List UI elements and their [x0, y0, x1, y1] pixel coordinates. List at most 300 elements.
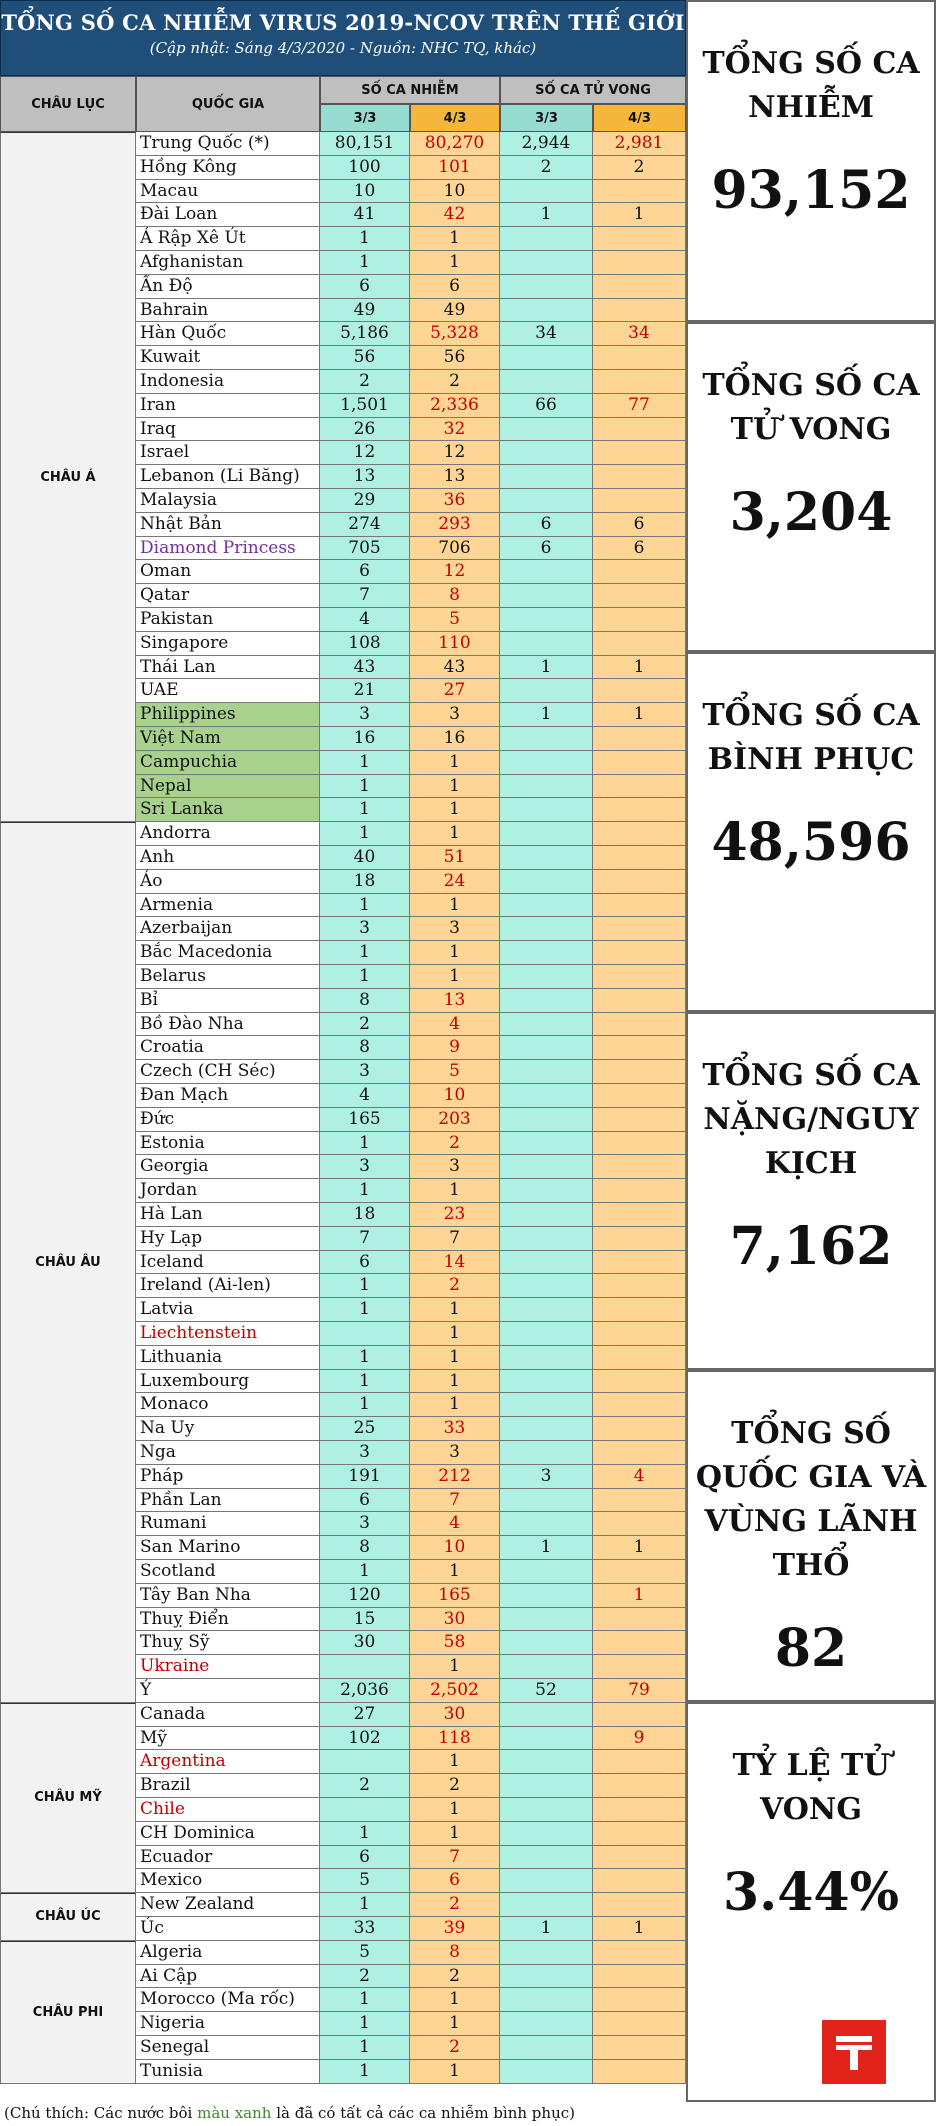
cell-ia: 12	[320, 441, 410, 465]
cell-db	[593, 941, 686, 965]
country-name: Bồ Đào Nha	[136, 1013, 320, 1037]
cell-ib: 7	[410, 1846, 500, 1870]
country-name: Sri Lanka	[136, 798, 320, 822]
cell-ia: 1	[320, 1132, 410, 1156]
cell-ia: 1	[320, 1822, 410, 1846]
cell-db: 9	[593, 1727, 686, 1751]
cell-da	[500, 917, 593, 941]
cell-ib: 9	[410, 1036, 500, 1060]
cell-da	[500, 2060, 593, 2084]
cell-da	[500, 1655, 593, 1679]
cell-db	[593, 1393, 686, 1417]
cell-ib: 80,270	[410, 132, 500, 156]
cell-ib: 2,502	[410, 1679, 500, 1703]
summary-value: 3,204	[729, 482, 893, 543]
cell-da	[500, 1798, 593, 1822]
country-name: Canada	[136, 1703, 320, 1727]
cell-ib: 10	[410, 1084, 500, 1108]
cell-ib: 7	[410, 1227, 500, 1251]
header-country: QUỐC GIA	[136, 76, 320, 132]
country-name: Macau	[136, 180, 320, 204]
summary-value: 3.44%	[722, 1862, 900, 1923]
cell-ib: 165	[410, 1584, 500, 1608]
cell-ib: 1	[410, 941, 500, 965]
cell-ia: 1	[320, 2036, 410, 2060]
cell-da	[500, 441, 593, 465]
cell-ia: 8	[320, 1036, 410, 1060]
summary-label: TỔNG SỐ QUỐC GIA VÀ VÙNG LÃNH THỔ	[695, 1416, 927, 1583]
cell-ib: 51	[410, 846, 500, 870]
cell-ia	[320, 1322, 410, 1346]
cell-ia: 1	[320, 965, 410, 989]
cell-da: 6	[500, 513, 593, 537]
country-name: Đài Loan	[136, 203, 320, 227]
cell-ia: 7	[320, 1227, 410, 1251]
cell-da	[500, 1370, 593, 1394]
summary-value: 82	[774, 1618, 848, 1679]
cell-ib: 12	[410, 441, 500, 465]
country-name: Belarus	[136, 965, 320, 989]
cell-da	[500, 370, 593, 394]
cell-db	[593, 1227, 686, 1251]
cell-db: 34	[593, 322, 686, 346]
cell-db	[593, 1298, 686, 1322]
country-name: Việt Nam	[136, 727, 320, 751]
country-name: Iraq	[136, 418, 320, 442]
cell-ib: 12	[410, 560, 500, 584]
country-name: Tây Ban Nha	[136, 1584, 320, 1608]
header-deaths-date-b: 4/3	[593, 104, 686, 132]
cell-da	[500, 679, 593, 703]
cell-ib: 1	[410, 1179, 500, 1203]
cell-ia: 27	[320, 1703, 410, 1727]
cell-db	[593, 822, 686, 846]
cell-da	[500, 1750, 593, 1774]
cell-da	[500, 1227, 593, 1251]
cell-ib: 3	[410, 703, 500, 727]
cell-ia: 1	[320, 1370, 410, 1394]
cell-da	[500, 489, 593, 513]
header-deaths-date-a: 3/3	[500, 104, 593, 132]
cell-db	[593, 370, 686, 394]
cell-ib: 5,328	[410, 322, 500, 346]
cell-ia: 1	[320, 751, 410, 775]
cell-ib: 2	[410, 1965, 500, 1989]
country-name: Azerbaijan	[136, 917, 320, 941]
cell-ib: 2	[410, 1274, 500, 1298]
cell-db	[593, 2060, 686, 2084]
cell-ib: 42	[410, 203, 500, 227]
cell-ib: 212	[410, 1465, 500, 1489]
cell-ia: 108	[320, 632, 410, 656]
cell-db	[593, 465, 686, 489]
cell-da	[500, 1036, 593, 1060]
cell-db	[593, 1441, 686, 1465]
cell-ib: 2	[410, 1774, 500, 1798]
cell-da	[500, 251, 593, 275]
cell-ia: 3	[320, 1512, 410, 1536]
cell-da	[500, 560, 593, 584]
cell-ia: 15	[320, 1608, 410, 1632]
cell-da	[500, 180, 593, 204]
cell-da	[500, 1322, 593, 1346]
country-name: Armenia	[136, 894, 320, 918]
summary-label: TỔNG SỐ CA BÌNH PHỤC	[702, 698, 920, 777]
country-name: Rumani	[136, 1512, 320, 1536]
cell-db	[593, 1108, 686, 1132]
cell-ia: 8	[320, 989, 410, 1013]
cell-db	[593, 1965, 686, 1989]
cell-da	[500, 275, 593, 299]
cell-db	[593, 775, 686, 799]
cell-da	[500, 1727, 593, 1751]
footnote	[4, 2104, 575, 2122]
cell-db	[593, 989, 686, 1013]
country-name: Thuỵ Điển	[136, 1608, 320, 1632]
country-name: Bahrain	[136, 299, 320, 323]
cell-da	[500, 346, 593, 370]
cell-da	[500, 1084, 593, 1108]
country-name: Campuchia	[136, 751, 320, 775]
cell-ia: 1	[320, 1393, 410, 1417]
cell-ia	[320, 1750, 410, 1774]
cell-ia: 3	[320, 1441, 410, 1465]
country-name: Bỉ	[136, 989, 320, 1013]
cell-ib: 5	[410, 608, 500, 632]
cell-ia: 30	[320, 1631, 410, 1655]
country-name: Scotland	[136, 1560, 320, 1584]
country-name: Kuwait	[136, 346, 320, 370]
cell-ib: 43	[410, 656, 500, 680]
summary-label: TỔNG SỐ CA NHIỄM	[702, 46, 920, 125]
cell-ia: 1	[320, 1560, 410, 1584]
cell-ia: 21	[320, 679, 410, 703]
cell-da	[500, 751, 593, 775]
cell-ia	[320, 1798, 410, 1822]
country-name: Ấn Độ	[136, 275, 320, 299]
cell-ia: 49	[320, 299, 410, 323]
header-infections-date-b: 4/3	[410, 104, 500, 132]
cell-db	[593, 1060, 686, 1084]
cell-da	[500, 608, 593, 632]
page-title: TỔNG SỐ CA NHIỄM VIRUS 2019-NCOV TRÊN THẾ GIỚI	[1, 10, 685, 35]
cell-db	[593, 1560, 686, 1584]
cell-db	[593, 1346, 686, 1370]
summary-panel	[686, 1370, 936, 1702]
cell-da: 1	[500, 656, 593, 680]
cell-db: 77	[593, 394, 686, 418]
cell-ia: 165	[320, 1108, 410, 1132]
cell-ia: 1	[320, 251, 410, 275]
cell-da	[500, 227, 593, 251]
cell-ia: 120	[320, 1584, 410, 1608]
cell-da	[500, 1179, 593, 1203]
cell-da	[500, 1869, 593, 1893]
cell-da	[500, 1274, 593, 1298]
country-name: New Zealand	[136, 1893, 320, 1917]
country-name: Na Uy	[136, 1417, 320, 1441]
country-name: Nga	[136, 1441, 320, 1465]
country-name: Bắc Macedonia	[136, 941, 320, 965]
cell-db	[593, 1512, 686, 1536]
cell-ia: 41	[320, 203, 410, 227]
cell-da: 1	[500, 1536, 593, 1560]
cell-db	[593, 1869, 686, 1893]
cell-db	[593, 1203, 686, 1227]
cell-ib: 16	[410, 727, 500, 751]
cell-ib: 1	[410, 1798, 500, 1822]
cell-da	[500, 989, 593, 1013]
cell-ia: 1,501	[320, 394, 410, 418]
country-name: Đan Mạch	[136, 1084, 320, 1108]
country-name: Nhật Bản	[136, 513, 320, 537]
cell-da: 1	[500, 703, 593, 727]
cell-ib: 24	[410, 870, 500, 894]
cell-ib: 1	[410, 1370, 500, 1394]
country-name: Israel	[136, 441, 320, 465]
cell-ib: 23	[410, 1203, 500, 1227]
cell-db	[593, 1750, 686, 1774]
cell-da	[500, 1346, 593, 1370]
country-name: Philippines	[136, 703, 320, 727]
country-name: Brazil	[136, 1774, 320, 1798]
continent-label: CHÂU Á	[0, 132, 136, 822]
cell-ia: 1	[320, 1298, 410, 1322]
cell-da	[500, 1965, 593, 1989]
country-name: Luxembourg	[136, 1370, 320, 1394]
cell-db: 6	[593, 537, 686, 561]
cell-db	[593, 1179, 686, 1203]
cell-db	[593, 1822, 686, 1846]
cell-db: 79	[593, 1679, 686, 1703]
cell-ia: 5,186	[320, 322, 410, 346]
cell-ia: 3	[320, 1155, 410, 1179]
country-name: Argentina	[136, 1750, 320, 1774]
cell-ib: 4	[410, 1512, 500, 1536]
cell-da	[500, 846, 593, 870]
cell-da	[500, 1822, 593, 1846]
cell-db	[593, 727, 686, 751]
cell-da	[500, 584, 593, 608]
cell-db	[593, 251, 686, 275]
cell-ib: 27	[410, 679, 500, 703]
cell-ib: 32	[410, 418, 500, 442]
country-name: Thái Lan	[136, 656, 320, 680]
cell-db	[593, 1655, 686, 1679]
cell-ib: 36	[410, 489, 500, 513]
continent-label: CHÂU ÂU	[0, 822, 136, 1703]
cell-ib: 1	[410, 775, 500, 799]
cell-db	[593, 1370, 686, 1394]
page-subtitle: (Cập nhật: Sáng 4/3/2020 - Nguồn: NHC TQ, khác)	[149, 39, 537, 57]
cell-da	[500, 1298, 593, 1322]
country-name: Algeria	[136, 1941, 320, 1965]
cell-da	[500, 798, 593, 822]
cell-db	[593, 560, 686, 584]
cell-ia: 2,036	[320, 1679, 410, 1703]
cell-da	[500, 1155, 593, 1179]
cell-ia: 5	[320, 1869, 410, 1893]
summary-panel	[686, 652, 936, 1012]
cell-ia: 6	[320, 1846, 410, 1870]
country-name: Đức	[136, 1108, 320, 1132]
cell-db	[593, 1608, 686, 1632]
country-name: Qatar	[136, 584, 320, 608]
cell-db	[593, 870, 686, 894]
cell-db	[593, 679, 686, 703]
country-name: CH Dominica	[136, 1822, 320, 1846]
cell-ib: 1	[410, 822, 500, 846]
cell-ia: 18	[320, 870, 410, 894]
cell-db: 2	[593, 156, 686, 180]
country-name: Morocco (Ma rốc)	[136, 1988, 320, 2012]
country-name: Czech (CH Séc)	[136, 1060, 320, 1084]
cell-da	[500, 1584, 593, 1608]
cell-ib: 1	[410, 1822, 500, 1846]
footnote-after: là đã có tất cả các ca nhiễm bình phục)	[271, 2104, 575, 2122]
cell-da	[500, 1108, 593, 1132]
cell-da	[500, 1703, 593, 1727]
summary-label: TỔNG SỐ CA NẶNG/NGUY KỊCH	[702, 1058, 920, 1181]
header-infections: SỐ CA NHIỄM	[320, 76, 500, 104]
cell-ib: 101	[410, 156, 500, 180]
cell-da	[500, 1013, 593, 1037]
cell-ib: 2,336	[410, 394, 500, 418]
cell-da	[500, 1132, 593, 1156]
summary-value: 7,162	[729, 1216, 893, 1277]
country-name: Ai Cập	[136, 1965, 320, 1989]
cell-da	[500, 1060, 593, 1084]
cell-ia: 1	[320, 775, 410, 799]
country-name: Nigeria	[136, 2012, 320, 2036]
cell-db	[593, 489, 686, 513]
cell-ia: 3	[320, 917, 410, 941]
cell-da	[500, 1489, 593, 1513]
cell-ib: 1	[410, 1298, 500, 1322]
cell-ia: 191	[320, 1465, 410, 1489]
country-name: Trung Quốc (*)	[136, 132, 320, 156]
country-name: Jordan	[136, 1179, 320, 1203]
cell-da	[500, 894, 593, 918]
cell-ib: 1	[410, 894, 500, 918]
cell-da: 2,944	[500, 132, 593, 156]
cell-da: 34	[500, 322, 593, 346]
summary-value: 93,152	[711, 160, 911, 221]
country-name: Ả Rập Xê Út	[136, 227, 320, 251]
cell-ib: 56	[410, 346, 500, 370]
country-name: Ecuador	[136, 1846, 320, 1870]
summary-panel	[686, 0, 936, 322]
country-name: Monaco	[136, 1393, 320, 1417]
cell-ia: 16	[320, 727, 410, 751]
cell-da	[500, 1774, 593, 1798]
cell-ia: 2	[320, 370, 410, 394]
country-name: Pakistan	[136, 608, 320, 632]
country-name: Anh	[136, 846, 320, 870]
cell-db	[593, 1251, 686, 1275]
cell-ib: 5	[410, 1060, 500, 1084]
country-name: Úc	[136, 1917, 320, 1941]
cell-db	[593, 1846, 686, 1870]
cell-ia: 1	[320, 941, 410, 965]
country-name: Iran	[136, 394, 320, 418]
country-name: Tunisia	[136, 2060, 320, 2084]
cell-ib: 33	[410, 1417, 500, 1441]
country-name: Hà Lan	[136, 1203, 320, 1227]
cell-ia: 1	[320, 227, 410, 251]
cell-ib: 203	[410, 1108, 500, 1132]
cell-ib: 8	[410, 584, 500, 608]
cell-da	[500, 941, 593, 965]
cell-da	[500, 1560, 593, 1584]
cell-db	[593, 894, 686, 918]
cell-ia: 1	[320, 1346, 410, 1370]
cell-da	[500, 2012, 593, 2036]
cell-ib: 14	[410, 1251, 500, 1275]
cell-db	[593, 584, 686, 608]
cell-ia: 2	[320, 1013, 410, 1037]
cell-ia: 29	[320, 489, 410, 513]
cell-da	[500, 1631, 593, 1655]
cell-da	[500, 727, 593, 751]
header-infections-date-a: 3/3	[320, 104, 410, 132]
cell-ia: 5	[320, 1941, 410, 1965]
cell-ib: 10	[410, 1536, 500, 1560]
summary-label: TỔNG SỐ CA TỬ VONG	[702, 368, 920, 447]
cell-da	[500, 1393, 593, 1417]
cell-ia: 40	[320, 846, 410, 870]
cell-ia: 7	[320, 584, 410, 608]
cell-db	[593, 965, 686, 989]
cell-ib: 1	[410, 1346, 500, 1370]
cell-ia: 2	[320, 1774, 410, 1798]
cell-db	[593, 798, 686, 822]
cell-ib: 1	[410, 227, 500, 251]
cell-ia: 274	[320, 513, 410, 537]
cell-da: 1	[500, 203, 593, 227]
country-name: Mexico	[136, 1869, 320, 1893]
cell-ia: 1	[320, 894, 410, 918]
country-name: Georgia	[136, 1155, 320, 1179]
country-name: Ireland (Ai-len)	[136, 1274, 320, 1298]
cell-ia: 3	[320, 703, 410, 727]
cell-ib: 8	[410, 1941, 500, 1965]
cell-db	[593, 1013, 686, 1037]
cell-da: 3	[500, 1465, 593, 1489]
cell-ib: 1	[410, 1322, 500, 1346]
cell-db	[593, 846, 686, 870]
cell-ib: 13	[410, 465, 500, 489]
country-name: Andorra	[136, 822, 320, 846]
cell-db: 1	[593, 1917, 686, 1941]
cell-da	[500, 1846, 593, 1870]
cell-ia: 6	[320, 560, 410, 584]
cell-ia: 1	[320, 1893, 410, 1917]
country-name: Thuỵ Sỹ	[136, 1631, 320, 1655]
cell-ib: 2	[410, 370, 500, 394]
cell-da	[500, 465, 593, 489]
cell-ib: 1	[410, 965, 500, 989]
cell-db	[593, 1489, 686, 1513]
cell-ia: 43	[320, 656, 410, 680]
cell-db: 1	[593, 203, 686, 227]
cell-ib: 30	[410, 1703, 500, 1727]
country-name: Iceland	[136, 1251, 320, 1275]
cell-ib: 49	[410, 299, 500, 323]
cell-db	[593, 227, 686, 251]
footnote-green-word: màu xanh	[197, 2104, 272, 2122]
cell-ib: 6	[410, 275, 500, 299]
